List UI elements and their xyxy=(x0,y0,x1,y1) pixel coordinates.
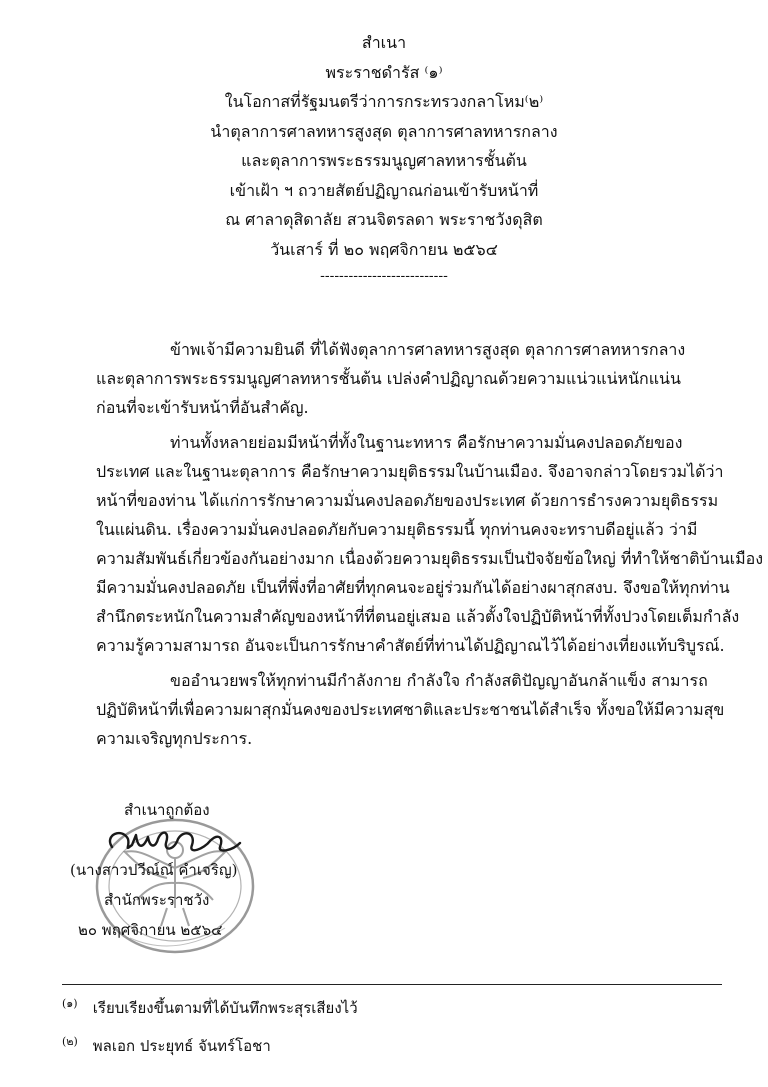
paragraph-line: ก่อนที่จะเข้ารับหน้าที่อันสำคัญ. xyxy=(96,398,309,417)
document-header xyxy=(0,28,768,286)
footnote-2 xyxy=(62,1031,722,1061)
paragraph-line: ขออำนวยพรให้ทุกท่านมีกำลังกาย กำลังใจ กำลังสติปัญญาอันกล้าแข็ง สามารถ xyxy=(170,671,708,690)
footnote-text: เรียบเรียงขึ้นตามที่ได้บันทึกพระสุรเสียงไว้ xyxy=(92,999,358,1017)
speech-body xyxy=(96,335,764,759)
paragraph-line: และตุลาการพระธรรมนูญศาลทหารชั้นต้น เปล่งคำปฏิญาณด้วยความแน่วแน่หนักแน่น xyxy=(96,369,681,388)
paragraph-line: มีความมั่นคงปลอดภัย เป็นที่พึ่งที่อาศัยที่ทุกคนจะอยู่ร่วมกันได้อย่างผาสุกสงบ. จึงขอให้ทุกท่าน xyxy=(96,578,730,597)
footnotes xyxy=(62,993,722,1069)
footnote-1 xyxy=(62,993,722,1023)
paragraph-line: ประเทศ และในฐานะตุลาการ คือรักษาความยุติธรรมในบ้านเมือง. จึงอาจกล่าวโดยรวมได้ว่า xyxy=(96,462,724,481)
header-line-judges: นำตุลาการศาลทหารสูงสุด ตุลาการศาลทหารกลาง xyxy=(210,121,558,141)
footnote-divider xyxy=(62,984,722,985)
certification-block xyxy=(70,795,310,945)
certified-copy-label: สำเนาถูกต้อง xyxy=(124,801,210,819)
paragraph-line: ปฏิบัติหน้าที่เพื่อความผาสุกมั่นคงของประเทศชาติและประชาชนได้สำเร็จ ทั้งขอให้มีความสุข xyxy=(96,700,725,719)
header-line-audience: เข้าเฝ้า ฯ ถวายสัตย์ปฏิญาณก่อนเข้ารับหน้าที่ xyxy=(229,180,539,200)
paragraph-line: ข้าพเจ้ามีความยินดี ที่ได้ฟังตุลาการศาลทหารสูงสุด ตุลาการศาลทหารกลาง xyxy=(170,340,686,359)
header-line-date: วันเสาร์ ที่ ๒๐ พฤศจิกายน ๒๕๖๔ xyxy=(270,239,498,259)
handwritten-signature xyxy=(100,821,300,861)
paragraph-line: ความรู้ความสามารถ อันจะเป็นการรักษาคำสัตย์ที่ท่านได้ปฏิญาณไว้ได้อย่างเที่ยงแท้บริบูรณ์. xyxy=(96,636,725,655)
paragraph-line: ท่านทั้งหลายย่อมมีหน้าที่ทั้งในฐานะทหาร คือรักษาความมั่นคงปลอดภัยของ xyxy=(170,433,683,452)
paragraph xyxy=(96,666,725,753)
header-divider: --------------------------- xyxy=(320,268,448,284)
paragraph xyxy=(96,335,686,422)
paragraph-line: ความสัมพันธ์เกี่ยวข้องกันอย่างมาก เนื่องด้วยความยุติธรรมเป็นปัจจัยข้อใหญ่ ที่ทำให้ชาติบ้านเมือง xyxy=(96,549,764,568)
header-line-courts: และตุลาการพระธรรมนูญศาลทหารชั้นต้น xyxy=(241,151,527,170)
header-line-copy: สำเนา xyxy=(361,33,407,52)
paragraph-line: ในแผ่นดิน. เรื่องความมั่นคงปลอดภัยกับความยุติธรรมนี้ ทุกท่านคงจะทราบดีอยู่แล้ว ว่ามี xyxy=(96,520,698,539)
footnote-text: พลเอก ประยุทธ์ จันทร์โอชา xyxy=(92,1037,271,1055)
paragraph-line: หน้าที่ของท่าน ได้แก่การรักษาความมั่นคงปลอดภัยของประเทศ ด้วยการธำรงความยุติธรรม xyxy=(96,491,719,510)
signatory-office: สำนักพระราชวัง xyxy=(104,891,210,909)
footnote-marker: (๒) xyxy=(62,1035,78,1048)
footnote-marker: (๑) xyxy=(62,997,78,1010)
header-line-speech-title: พระราชดำรัส ⁽๑⁾ xyxy=(325,62,443,82)
header-line-occasion: ในโอกาสที่รัฐมนตรีว่าการกระทรวงกลาโหม⁽๒⁾ xyxy=(224,92,544,111)
paragraph-line: สำนึกตระหนักในความสำคัญของหน้าที่ที่ตนอยู่เสมอ แล้วตั้งใจปฏิบัติหน้าที่ทั้งปวงโดยเต็มกำลัง xyxy=(96,607,740,626)
certification-date: ๒๐ พฤศจิกายน ๒๕๖๔ xyxy=(78,921,223,939)
signatory-name: (นางสาวปวีณ์ณ์ คำเจริญ) xyxy=(70,861,238,879)
paragraph-line: ความเจริญทุกประการ. xyxy=(96,729,253,748)
paragraph xyxy=(96,428,764,660)
header-line-venue: ณ ศาลาดุสิดาลัย สวนจิตรลดา พระราชวังดุสิต xyxy=(225,210,543,229)
